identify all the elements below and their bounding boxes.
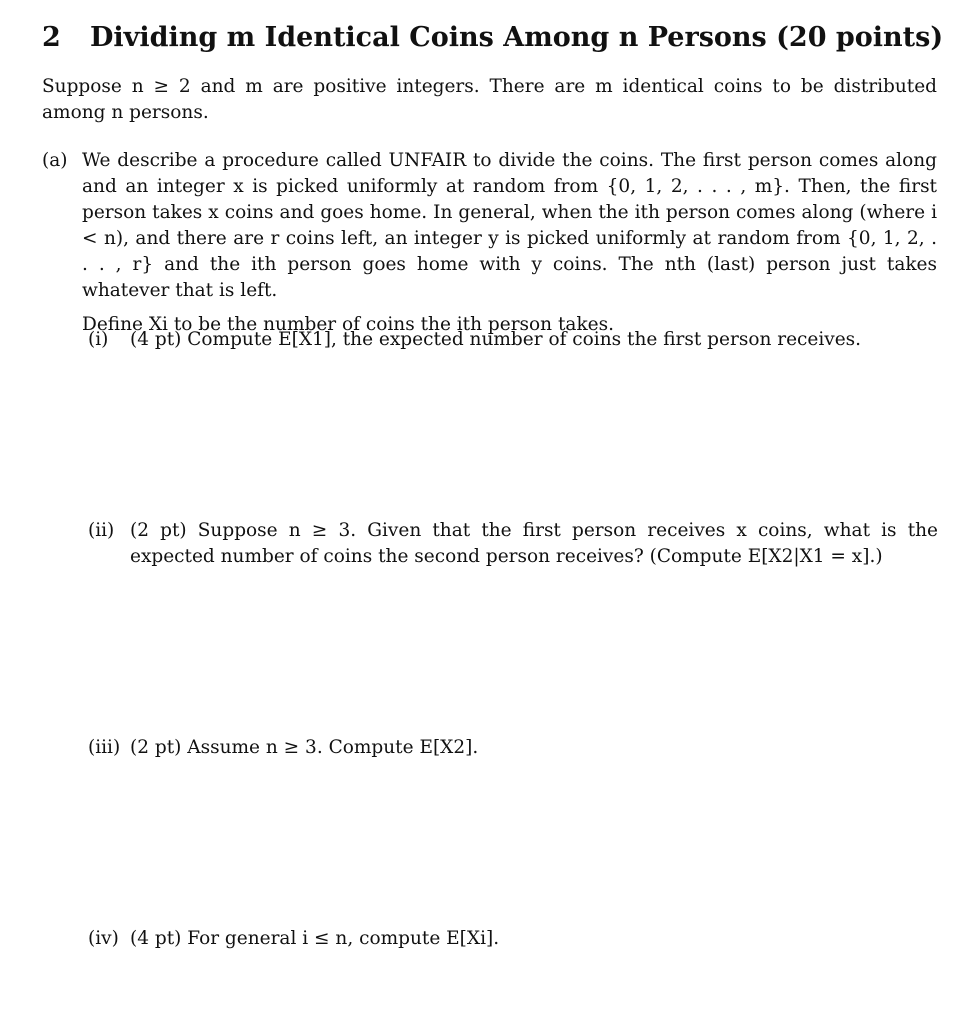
question-ii xyxy=(88,518,938,570)
question-i xyxy=(88,327,938,353)
part-a-label: (a) xyxy=(42,150,68,171)
question-iv xyxy=(88,926,938,952)
question-iii xyxy=(88,735,938,761)
question-iv-text: (4 pt) For general i ≤ n, compute E[Xi]. xyxy=(130,928,500,949)
question-iii-label: (iii) xyxy=(88,737,121,758)
question-ii-text: (2 pt) Suppose n ≥ 3. Given that the first person receives x coins, what is the expected number of coins the second person receives? (Compute E[X2|X1 = x].) xyxy=(130,520,938,567)
section-heading xyxy=(42,18,942,58)
part-a-definition: Define Xi to be the number of coins the ith person takes. xyxy=(82,314,614,335)
problem-intro: Suppose n ≥ 2 and m are positive integers. There are m identical coins to be distributed among n persons. xyxy=(42,76,937,123)
question-iii-text: (2 pt) Assume n ≥ 3. Compute E[X2]. xyxy=(130,737,479,758)
question-i-text: (4 pt) Compute E[X1], the expected number of coins the first person receives. xyxy=(130,329,862,350)
part-a xyxy=(42,148,937,338)
question-iv-label: (iv) xyxy=(88,928,119,949)
section-number: 2 xyxy=(42,22,61,53)
question-ii-label: (ii) xyxy=(88,520,115,541)
section-title: Dividing m Identical Coins Among n Persons (20 points) xyxy=(90,22,944,53)
question-i-label: (i) xyxy=(88,329,109,350)
part-a-description: We describe a procedure called UNFAIR to divide the coins. The first person comes along and an integer x is picked uniformly at random from {0, 1, 2, . . . , m}. Then, the first person takes x coins and goes home. In general, when the ith person comes along (where i < n), and there are r coins left, an integer y is picked uniformly at random from {0, 1, 2, . . . , r} and the ith person goes home with y coins. The nth (last) person just takes whatever that is left. xyxy=(82,150,937,301)
